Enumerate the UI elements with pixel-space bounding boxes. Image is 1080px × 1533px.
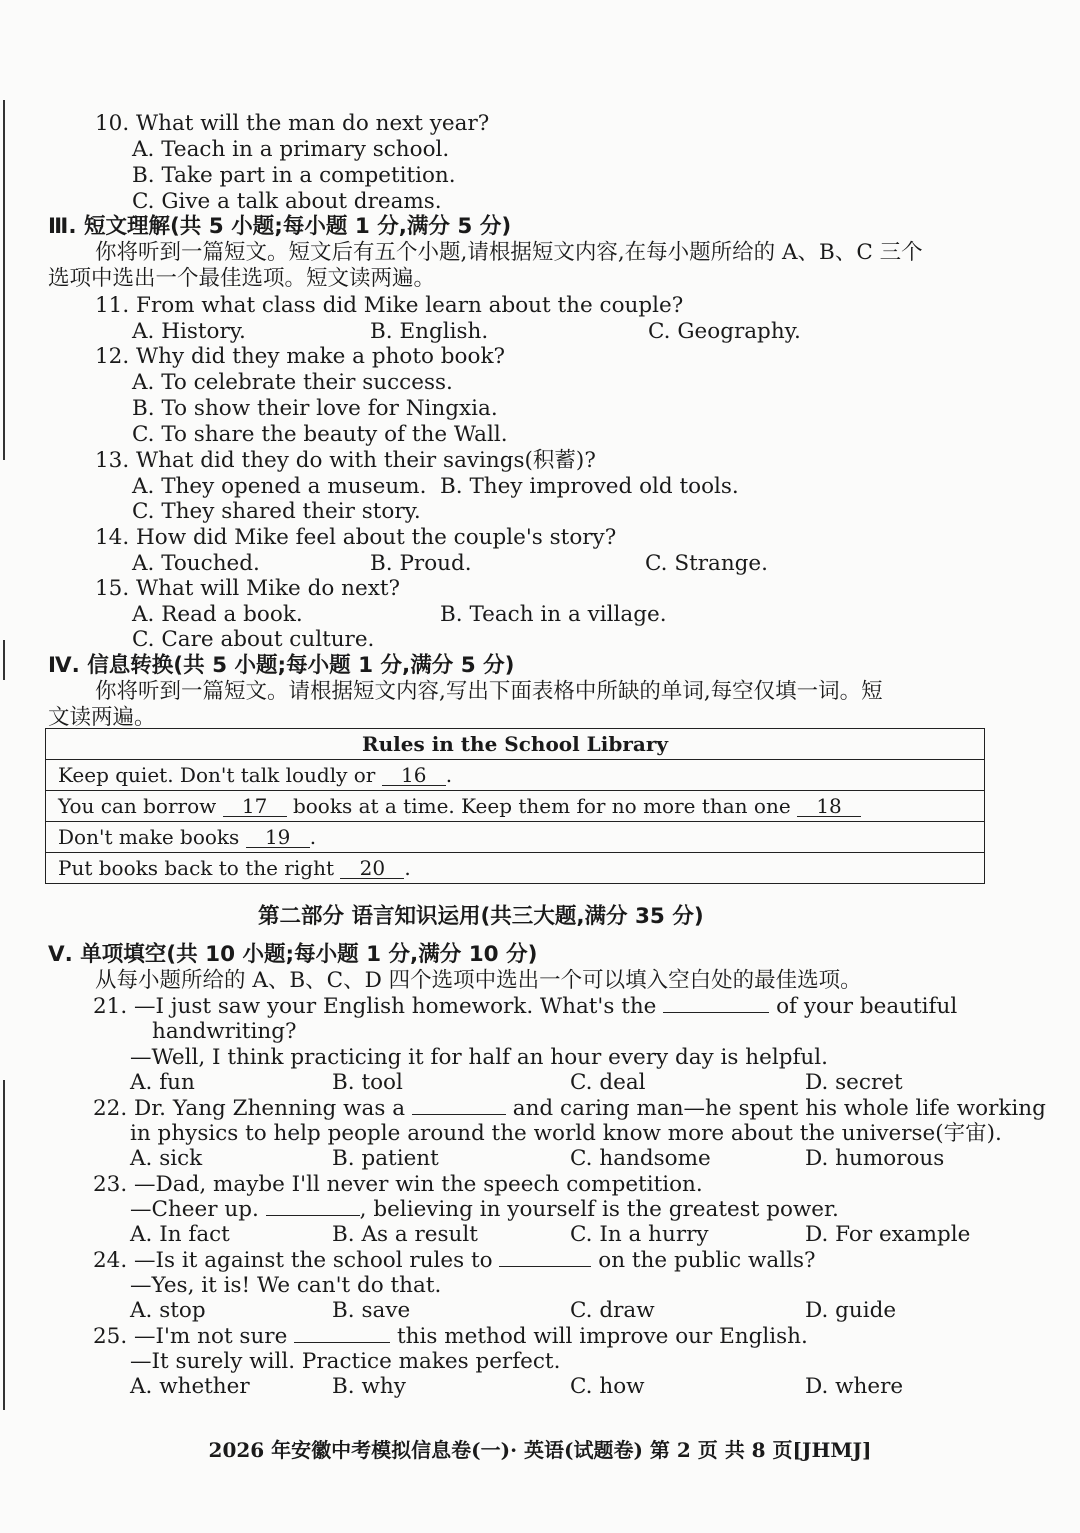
option-c: C. deal xyxy=(570,1070,646,1095)
question-15: 15. What will Mike do next? xyxy=(95,576,401,601)
answer-blank[interactable] xyxy=(663,1012,769,1013)
section-3-instructions: 你将听到一篇短文。短文后有五个小题,请根据短文内容,在每小题所给的 A、B、C 三个 xyxy=(95,240,923,265)
option-c: C. Geography. xyxy=(648,319,801,344)
answer-blank-20[interactable]: 20 xyxy=(340,858,404,879)
answer-blank[interactable] xyxy=(412,1114,506,1115)
question-12: 12. Why did they make a photo book? xyxy=(95,344,506,369)
answer-blank-17[interactable]: 17 xyxy=(223,796,287,817)
option-d: D. secret xyxy=(805,1070,903,1095)
answer-blank[interactable] xyxy=(499,1266,591,1267)
question-21-line: handwriting? xyxy=(152,1019,297,1044)
option-a: A. Teach in a primary school. xyxy=(132,137,450,162)
option-c: C. Give a talk about dreams. xyxy=(132,189,442,214)
option-a: A. In fact xyxy=(130,1222,230,1247)
option-b: B. save xyxy=(332,1298,411,1323)
question-22-line: in physics to help people around the world know more about the universe(宇宙). xyxy=(130,1121,1002,1146)
question-23-line: —Cheer up. , believing in yourself is the greatest power. xyxy=(130,1197,839,1222)
section-5-instructions: 从每小题所给的 A、B、C、D 四个选项中选出一个可以填入空白处的最佳选项。 xyxy=(95,968,862,993)
option-a: A. Read a book. xyxy=(132,602,303,627)
option-b: B. Teach in a village. xyxy=(440,602,667,627)
option-c: C. In a hurry xyxy=(570,1222,709,1247)
option-a: A. They opened a museum. xyxy=(132,474,427,499)
question-21: 21. —I just saw your English homework. What's the of your beautiful xyxy=(93,994,958,1019)
option-a: A. sick xyxy=(130,1146,203,1171)
option-c: C. how xyxy=(570,1374,645,1399)
question-11: 11. From what class did Mike learn about the couple? xyxy=(95,293,684,318)
binding-margin-line xyxy=(3,640,5,680)
library-rules-table xyxy=(45,728,985,884)
option-a: A. To celebrate their success. xyxy=(132,370,453,395)
binding-margin-line xyxy=(3,100,5,460)
section-3-instructions: 选项中选出一个最佳选项。短文读两遍。 xyxy=(48,266,436,291)
option-d: D. where xyxy=(805,1374,904,1399)
question-22: 22. Dr. Yang Zhenning was a and caring man—he spent his whole life working xyxy=(93,1096,1046,1121)
question-21-line: —Well, I think practicing it for half an hour every day is helpful. xyxy=(130,1045,828,1070)
answer-blank[interactable] xyxy=(294,1342,390,1343)
option-c: C. handsome xyxy=(570,1146,711,1171)
option-b: B. They improved old tools. xyxy=(440,474,739,499)
option-a: A. whether xyxy=(130,1374,250,1399)
option-d: D. For example xyxy=(805,1222,971,1247)
option-d: D. guide xyxy=(805,1298,897,1323)
answer-blank[interactable] xyxy=(266,1215,360,1216)
question-13: 13. What did they do with their savings(积蓄)? xyxy=(95,448,596,473)
option-a: A. fun xyxy=(130,1070,195,1095)
option-a: A. History. xyxy=(132,319,246,344)
question-25: 25. —I'm not sure this method will improve our English. xyxy=(93,1324,808,1349)
section-4-instructions: 你将听到一篇短文。请根据短文内容,写出下面表格中所缺的单词,每空仅填一词。短 xyxy=(95,679,883,704)
option-b: B. Proud. xyxy=(370,551,472,576)
question-25-line: —It surely will. Practice makes perfect. xyxy=(130,1349,561,1374)
section-5-title: Ⅴ. 单项填空(共 10 小题;每小题 1 分,满分 10 分) xyxy=(48,942,538,967)
option-d: D. humorous xyxy=(805,1146,945,1171)
section-4-title: Ⅳ. 信息转换(共 5 小题;每小题 1 分,满分 5 分) xyxy=(48,653,515,678)
option-b: B. tool xyxy=(332,1070,403,1095)
option-a: A. stop xyxy=(130,1298,206,1323)
question-24-line: —Yes, it is! We can't do that. xyxy=(130,1273,442,1298)
option-b: B. Take part in a competition. xyxy=(132,163,456,188)
answer-blank-19[interactable]: 19 xyxy=(246,827,310,848)
option-b: B. why xyxy=(332,1374,406,1399)
option-c: C. To share the beauty of the Wall. xyxy=(132,422,508,447)
question-23: 23. —Dad, maybe I'll never win the speech competition. xyxy=(93,1172,703,1197)
option-c: C. Strange. xyxy=(645,551,768,576)
option-c: C. draw xyxy=(570,1298,655,1323)
question-10: 10. What will the man do next year? xyxy=(95,111,490,136)
table-row: Keep quiet. Don't talk loudly or 16 . xyxy=(46,760,985,791)
part-2-title: 第二部分 语言知识运用(共三大题,满分 35 分) xyxy=(258,904,704,929)
table-title: Rules in the School Library xyxy=(46,729,985,760)
page-footer: 2026 年安徽中考模拟信息卷(一)· 英语(试题卷) 第 2 页 共 8 页[JHMJ] xyxy=(208,1438,872,1462)
option-c: C. They shared their story. xyxy=(132,499,421,524)
table-row: Put books back to the right 20 . xyxy=(46,853,985,884)
option-b: B. patient xyxy=(332,1146,439,1171)
answer-blank-16[interactable]: 16 xyxy=(382,765,446,786)
table-row: You can borrow 17 books at a time. Keep them for no more than one 18 xyxy=(46,791,985,822)
section-3-title: Ⅲ. 短文理解(共 5 小题;每小题 1 分,满分 5 分) xyxy=(48,214,512,239)
binding-margin-line xyxy=(3,1080,5,1410)
question-24: 24. —Is it against the school rules to on the public walls? xyxy=(93,1248,816,1273)
table-row: Don't make books 19 . xyxy=(46,822,985,853)
option-b: B. English. xyxy=(370,319,489,344)
option-b: B. To show their love for Ningxia. xyxy=(132,396,498,421)
option-b: B. As a result xyxy=(332,1222,478,1247)
answer-blank-18[interactable]: 18 xyxy=(797,796,861,817)
section-4-instructions: 文读两遍。 xyxy=(48,705,156,730)
question-14: 14. How did Mike feel about the couple's story? xyxy=(95,525,617,550)
option-c: C. Care about culture. xyxy=(132,627,375,652)
option-a: A. Touched. xyxy=(132,551,260,576)
